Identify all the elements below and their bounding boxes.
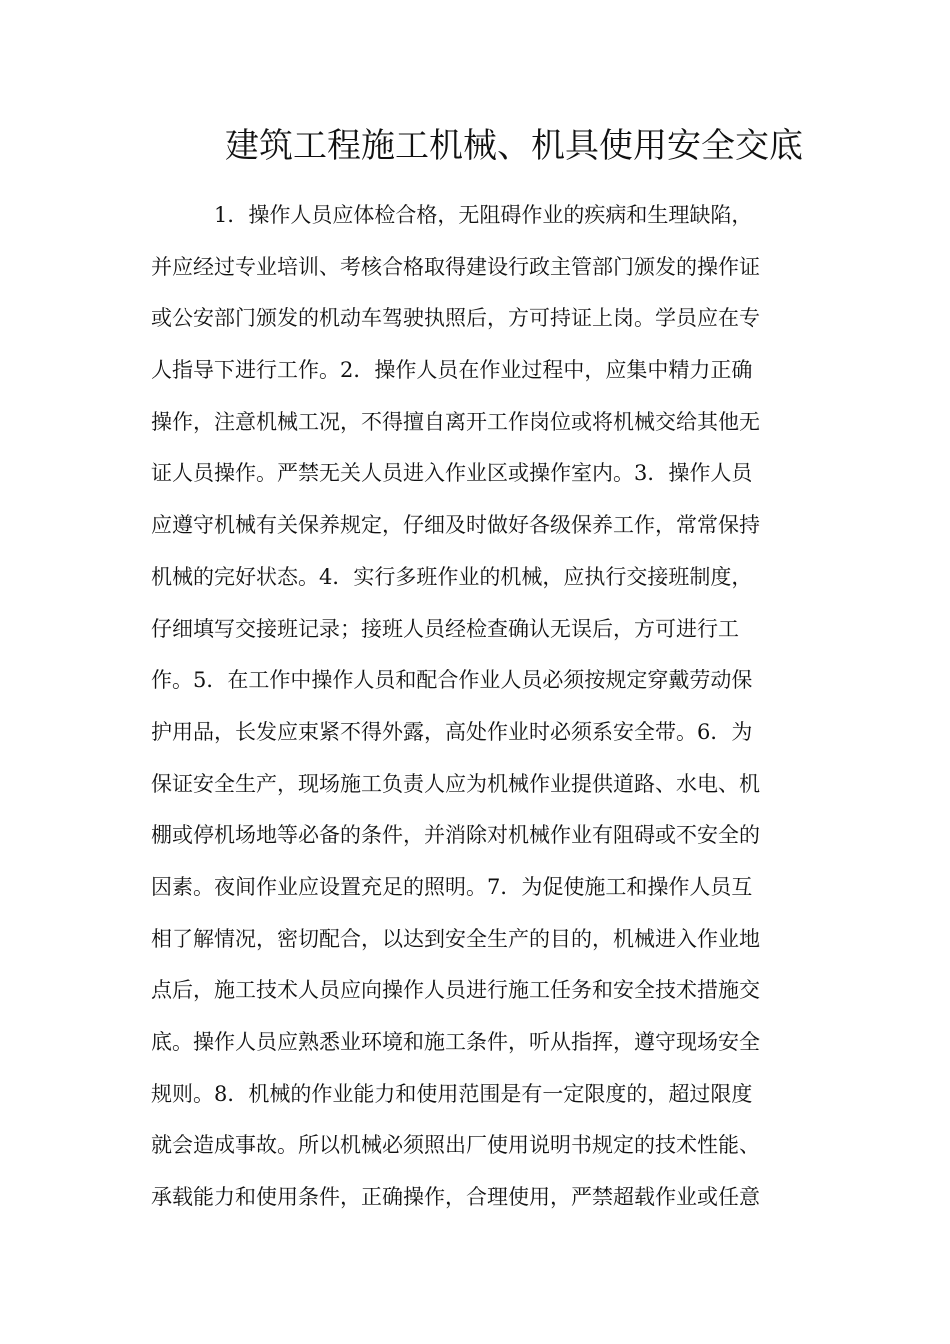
body-line: 作。5．在工作中操作人员和配合作业人员必须按规定穿戴劳动保	[151, 668, 753, 693]
body-line: 保证安全生产，现场施工负责人应为机械作业提供道路、水电、机	[151, 771, 760, 796]
body-line: 护用品，长发应束紧不得外露，高处作业时必须系安全带。6．为	[151, 719, 753, 744]
body-line: 规则。8．机械的作业能力和使用范围是有一定限度的，超过限度	[151, 1081, 753, 1106]
body-line: 承载能力和使用条件，正确操作，合理使用，严禁超载作业或任意	[151, 1185, 760, 1210]
body-line: 棚或停机场地等必备的条件，并消除对机械作业有阻碍或不安全的	[151, 823, 760, 848]
body-line: 点后，施工技术人员应向操作人员进行施工任务和安全技术措施交	[151, 978, 760, 1003]
body-line: 或公安部门颁发的机动车驾驶执照后，方可持证上岗。学员应在专	[151, 306, 760, 331]
body-line: 因素。夜间作业应设置充足的照明。7．为促使施工和操作人员互	[151, 874, 753, 899]
body-line: 操作，注意机械工况，不得擅自离开工作岗位或将机械交给其他无	[151, 409, 760, 434]
body-line: 并应经过专业培训、考核合格取得建设行政主管部门颁发的操作证	[151, 254, 760, 279]
body-line: 机械的完好状态。4．实行多班作业的机械，应执行交接班制度，	[151, 564, 753, 589]
body-line: 底。操作人员应熟悉业环境和施工条件，听从指挥，遵守现场安全	[151, 1030, 760, 1054]
document-title: 建筑工程施工机械、机具使用安全交底	[225, 126, 803, 166]
document-body	[151, 190, 803, 1224]
body-line: 证人员操作。严禁无关人员进入作业区或操作室内。3．操作人员	[151, 461, 753, 486]
body-line: 1．操作人员应体检合格，无阻碍作业的疾病和生理缺陷，	[214, 203, 753, 227]
body-line: 就会造成事故。所以机械必须照出厂使用说明书规定的技术性能、	[151, 1133, 760, 1158]
body-line: 相了解情况，密切配合，以达到安全生产的目的，机械进入作业地	[151, 926, 760, 951]
body-line: 仔细填写交接班记录；接班人员经检查确认无误后，方可进行工	[151, 616, 739, 641]
body-line: 应遵守机械有关保养规定，仔细及时做好各级保养工作，常常保持	[151, 513, 760, 538]
body-line: 人指导下进行工作。2．操作人员在作业过程中，应集中精力正确	[151, 358, 753, 383]
